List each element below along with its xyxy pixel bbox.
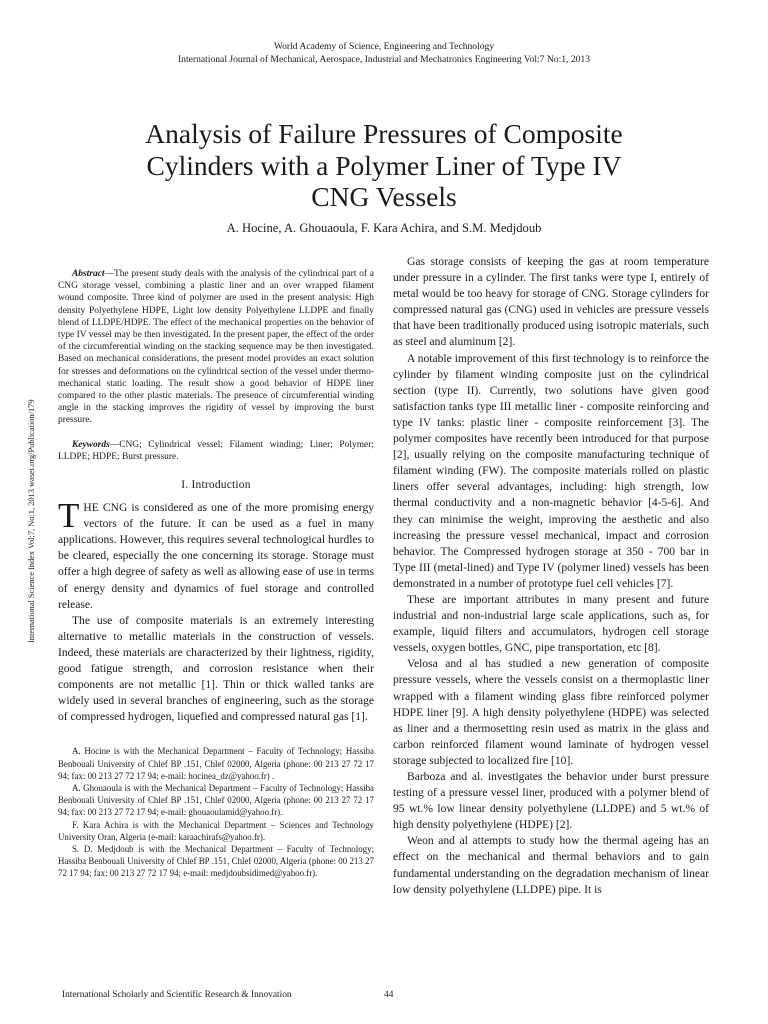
author-list: A. Hocine, A. Ghouaoula, F. Kara Achira, and S.M. Medjdoub — [226, 221, 542, 235]
title-line-3: CNG Vessels — [311, 181, 457, 212]
intro-paragraph-1 — [58, 496, 374, 613]
footnote: A. Hocine is with the Mechanical Department – Faculty of Technology; Hassiba Benbouali University of Chlef BP .151, Chlef 02000, Algeria (phone: 00 213 27 72 17 94; fax: 00 213 27 72 17 94; e-mail: hocinea_dz@yahoo.fr) . — [58, 746, 374, 781]
footnote: S. D. Medjdoub is with the Mechanical Department – Faculty of Technology; Hassiba Benbouali University of Chlef BP .151, Chlef 02000, Algeria (phone: 00 213 27 72 17 94; fax: 00 213 27 72 17 94; e-mail: medjdoubsidimed@yahoo.fr). — [58, 843, 374, 879]
body-paragraph: A notable improvement of this first technology is to reinforce the cylinder by filament winding composite just on the cylindrical section (type II). Currently, two solutions have given good satisfaction tanks type III metallic liner - composite reinforcing and type IV tanks: plastic liner - composite reinforcement [3]. The polymer composites have recently been introduced for that purpose [2], usually relying on the composite manufacturing technique of filament winding (FW). The composite materials rolled on plastic liners offer several advantages, including: high strength, low thermal conductivity and a non-magnetic behavior [4-5-6]. And they can minimise the weight, improving the aesthetic and also increasing the pressure vessel mechanical, impact and corrosion behavior. The Compressed hydrogen storage at 350 - 700 bar in Type III (metal-lined) and Type IV (polymer lined) vessels has been demonstrated in a number of prototype fuel cell vehicles [7]. — [393, 352, 709, 590]
footnote: F. Kara Achira is with the Mechanical Department – Sciences and Technology University Oran, Algeria (e-mail: karaachirafs@yahoo.fr). — [58, 819, 374, 842]
drop-cap: T — [58, 496, 80, 536]
body-paragraph: Gas storage consists of keeping the gas at room temperature under pressure in a cylinder. The first tanks were type I, entirely of metal would be too heavy for storage of CNG. Storage cylinders for compressed natural gas (CNG) used in vehicles are pressure vessels that have been traditionally produced using isotropic materials, such as steel and aluminum [2]. — [393, 256, 709, 349]
keywords — [58, 439, 374, 463]
footer-publisher: International Scholarly and Scientific Research & Innovation — [62, 990, 292, 1000]
right-column — [393, 254, 709, 898]
title-line-1: Analysis of Failure Pressures of Composite — [145, 118, 623, 149]
keywords-label: Keywords — [72, 439, 110, 450]
abstract — [58, 268, 374, 427]
header-line-1: World Academy of Science, Engineering and Technology — [273, 41, 495, 52]
section-heading-introduction: I. Introduction — [181, 479, 251, 492]
abstract-label: Abstract — [72, 269, 105, 279]
body-paragraph: Weon and al attempts to study how the thermal ageing has an effect on the mechanical and thermal behaviors and to gain fundamental understanding on the degradation mechanism of linear low density polyethylene (LLDPE) pipe. It is — [393, 835, 709, 896]
header-line-2: International Journal of Mechanical, Aerospace, Industrial and Mechatronics Engineering Vol:7 No:1, 2013 — [177, 54, 591, 65]
intro-paragraph-1-text: HE CNG is considered as one of the more promising energy vectors of the future. It can be used as a fuel in many applications. However, this requires several technological hurdles to be cleared, especially the one concerning its storage. Storage must offer a high degree of safety as well as allowing ease of use in terms of energy density and dynamics of fuel storage and controlled release. — [58, 502, 374, 611]
author-footnotes — [58, 745, 374, 879]
journal-header — [0, 40, 768, 66]
paper-title — [60, 118, 708, 213]
left-column — [58, 268, 374, 880]
body-paragraph: Velosa and al has studied a new generation of composite pressure vessels, where the vessels consist on a thermoplastic liner wrapped with a filament winding glass fibre reinforced polymer HDPE liner [9]. A high density polyethylene (HDPE) was selected as liner and a thermosetting resin used as matrix in the glass and carbon reinforced filament wound laminate of hydrogen vessel storage subjected to localized fire [10]. — [393, 658, 709, 767]
intro-paragraph-2: The use of composite materials is an extremely interesting alternative to metallic materials in the construction of vessels. Indeed, these materials are characterized by their lightness, rigidity, good fatigue strength, and corrosion resistance when their components are not metallic [1]. Thin or thick walled tanks are widely used in several branches of engineering, such as the storage of compressed hydrogen, liquefied and compressed natural gas [1]. — [58, 614, 374, 724]
sidebar-index-label[interactable]: International Science Index Vol:7, No:1, 2013 waset.org/Publication/179 — [27, 399, 36, 643]
abstract-text: —The present study deals with the analysis of the cylindrical part of a CNG storage vessel, combining a plastic liner and an over wrapped filament wound composite. Three kind of polymer are used in the present analysis: High density Polyethylene HDPE, Light low density Polyethylene LLDPE and finally blend of LLDPE/HDPE. The effect of the mechanical properties on the behavior of type IV vessel may be then investigated. In the present paper, the effect of the order of the circumferential winding on the stacking sequence may be then investigated. Based on mechanical considerations, the present model provides an exact solution for stresses and deformations on the cylindrical section of the vessel under thermo-mechanical static loading. The result show a good behavior of HDPE liner compared to the other plastic materials. The presence of circumferential winding angle in the stacking improves the rigidity of vessel by improving the burst pressure. — [58, 269, 374, 426]
body-paragraph: Barboza and al. investigates the behavior under burst pressure testing of a pressure vessel liner, produced with a polymer blend of 95 wt.% low linear density polyethylene (LLDPE) and 5 wt.% of high density polyethylene (HDPE) [2]. — [393, 771, 709, 832]
body-paragraph: These are important attributes in many present and future industrial and non-industrial large scale applications, such as, for example, liquid filters and accumulators, hydrogen cell storage vessels, oxygen bottles, GNC, pipe transportation, etc [8]. — [393, 593, 709, 655]
page-number: 44 — [384, 990, 394, 1000]
footnote: A. Ghouaoula is with the Mechanical Department – Faculty of Technology; Hassiba Benbouali University of Chlef BP .151, Chlef 02000, Algeria (phone: 00 213 27 72 17 94; fax: 00 213 27 72 17 94; e-mail: ghouaoulamid@yahoo.fr). — [58, 782, 374, 818]
keywords-text: —CNG; Cylindrical vessel; Filament winding; Liner; Polymer; LLDPE; HDPE; Burst pressure. — [58, 439, 374, 462]
title-line-2: Cylinders with a Polymer Liner of Type IV — [146, 149, 622, 181]
